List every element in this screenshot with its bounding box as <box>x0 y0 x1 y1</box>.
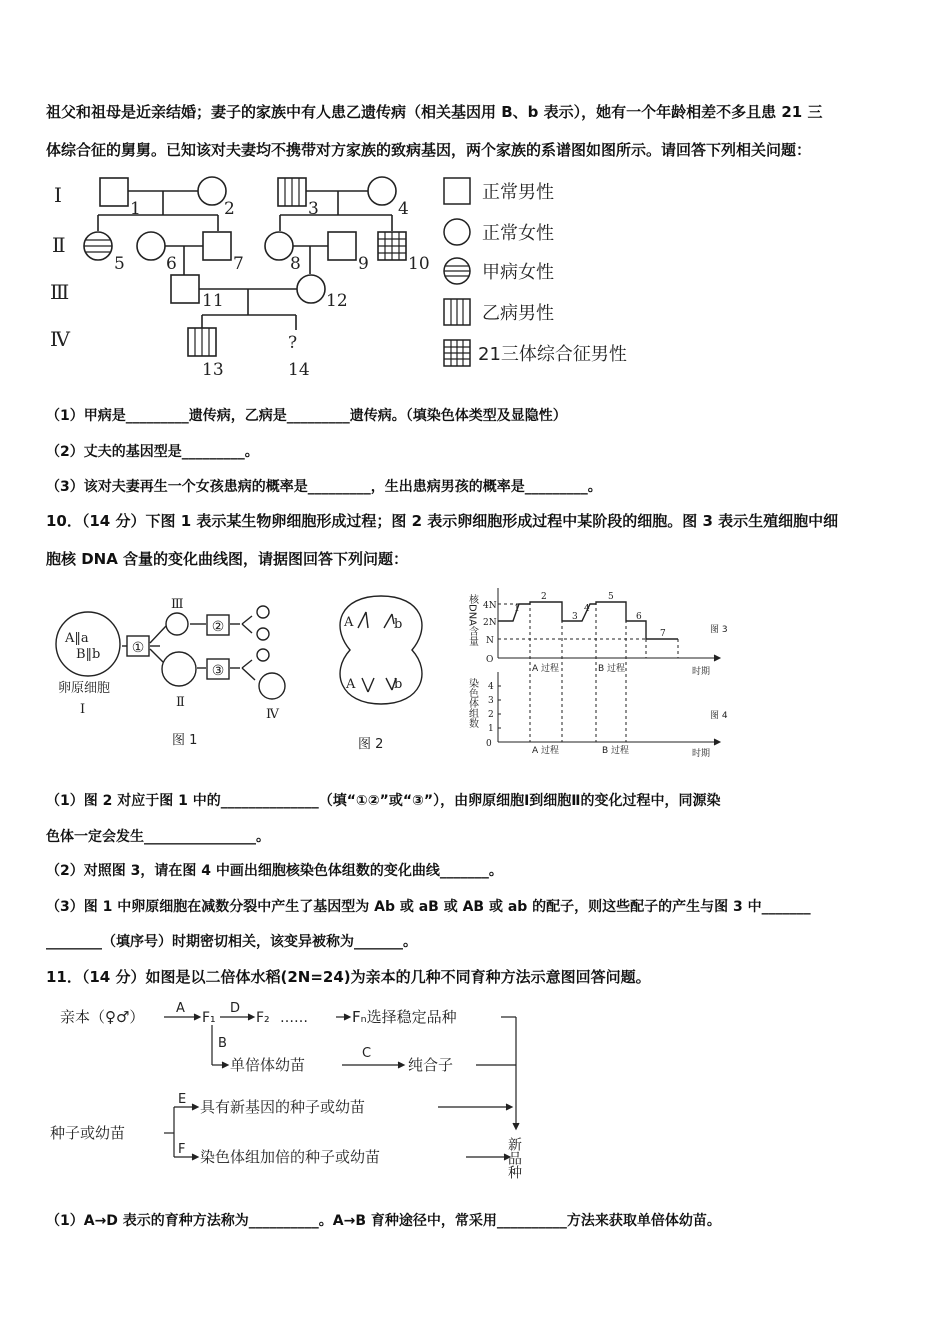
gene-label: B‖b <box>76 647 101 662</box>
cell-label: Ⅳ <box>266 707 279 722</box>
flow-parent: 亲本（♀♂） <box>60 1008 145 1026</box>
step-number: ② <box>211 619 225 635</box>
q9-question-1: （1）甲病是_________遗传病，乙病是_________遗传病。（填染色体类型及显隐性） <box>46 408 567 424</box>
y-tick: 4N <box>483 601 497 611</box>
x-axis-label: 时期 <box>692 749 711 759</box>
y-tick: O <box>486 655 494 665</box>
generation-label: Ⅳ <box>50 327 70 351</box>
flow-dots: …… <box>280 1010 308 1026</box>
y-tick: 2 <box>488 710 494 720</box>
figure-1 <box>50 588 300 758</box>
individual-number: 5 <box>114 254 125 274</box>
figure-caption: 图 3 <box>710 625 728 635</box>
stage-label: 7 <box>660 629 666 639</box>
flow-step-label: E <box>178 1092 187 1107</box>
individual-number: 4 <box>398 199 409 219</box>
flow-new-variety: 新品种 <box>506 1137 522 1179</box>
y-axis-label: 染色体组数 <box>466 678 478 728</box>
flow-haploid: 单倍体幼苗 <box>230 1056 306 1074</box>
pedigree-chart <box>40 170 660 385</box>
flow-fn: Fₙ选择稳定品种 <box>352 1008 457 1026</box>
figure-3-4 <box>466 582 766 760</box>
gene-label: b <box>394 617 403 632</box>
generation-label: Ⅲ <box>50 280 70 304</box>
phase-label: A 过程 <box>532 664 560 674</box>
individual-number: 11 <box>202 291 224 311</box>
q10-question-3a: （3）图 1 中卵原细胞在减数分裂中产生了基因型为 Ab 或 aB 或 AB 或 ab 的配子，则这些配子的产生与图 3 中_______ <box>46 899 811 915</box>
gene-label: A <box>346 677 356 692</box>
gene-label: A‖a <box>65 631 89 646</box>
flow-f2: F₂ <box>256 1010 270 1026</box>
y-tick: 3 <box>488 696 494 706</box>
figure-caption: 图 1 <box>172 733 198 748</box>
step-number: ③ <box>211 663 225 679</box>
legend-label: 甲病女性 <box>482 262 554 283</box>
flow-pure: 纯合子 <box>408 1056 454 1074</box>
y-tick: N <box>486 636 494 646</box>
individual-number: 7 <box>233 254 244 274</box>
q9-question-3: （3）该对夫妻再生一个女孩患病的概率是_________，生出患病男孩的概率是_________。 <box>46 479 602 495</box>
figure-caption: 图 2 <box>358 737 384 752</box>
figure-2 <box>328 592 438 757</box>
individual-number: 3 <box>308 199 319 219</box>
stage-label: 3 <box>572 612 578 622</box>
individual-number: 2 <box>224 199 235 219</box>
y-tick: 4 <box>488 682 494 692</box>
legend-label: 乙病男性 <box>482 303 554 324</box>
stage-label: 2 <box>541 592 547 602</box>
q10-question-1a: （1）图 2 对应于图 1 中的______________（填“①②”或“③”），由卵原细胞Ⅰ到细胞Ⅱ的变化过程中，同源染 <box>46 793 721 809</box>
flow-newgene: 具有新基因的种子或幼苗 <box>200 1098 366 1116</box>
legend-label: 正常女性 <box>482 223 554 244</box>
q10-intro-1: 10．（14 分）下图 1 表示某生物卵细胞形成过程；图 2 表示卵细胞形成过程中某阶段的细胞。图 3 表示生殖细胞中细 <box>46 512 839 530</box>
figure-caption: 图 4 <box>710 711 728 721</box>
flow-step-label: C <box>362 1046 372 1061</box>
individual-number: 12 <box>326 291 348 311</box>
individual-number: 14 <box>288 360 310 380</box>
cell-name: 卵原细胞 <box>58 681 111 696</box>
flow-doubled: 染色体组加倍的种子或幼苗 <box>200 1148 381 1166</box>
individual-number: 9 <box>358 254 369 274</box>
gene-label: b <box>394 677 403 692</box>
y-axis-label: 核DNA含量 <box>466 594 478 647</box>
stage-label: 4 <box>584 604 590 614</box>
q11-question-1: （1）A→D 表示的育种方法称为__________。A→B 育种途径中，常采用__________方法来获取单倍体幼苗。 <box>46 1213 721 1229</box>
cell-label: Ⅱ <box>176 695 185 710</box>
cell-label: Ⅲ <box>171 597 184 612</box>
legend-label: 正常男性 <box>482 182 554 203</box>
q10-question-1b: 色体一定会发生________________。 <box>46 829 270 845</box>
stage-label: 6 <box>636 612 642 622</box>
legend-label: 21三体综合征男性 <box>478 344 627 365</box>
y-tick: 2N <box>483 618 497 628</box>
generation-label: Ⅰ <box>54 183 62 207</box>
stage-label: 5 <box>608 592 614 602</box>
flow-step-label: F <box>178 1142 186 1157</box>
q10-intro-2: 胞核 DNA 含量的变化曲线图，请据图回答下列问题： <box>46 550 409 568</box>
breeding-flowchart <box>46 995 546 1180</box>
flow-seed: 种子或幼苗 <box>50 1124 126 1142</box>
y-tick: 0 <box>486 739 492 749</box>
step-number: ① <box>131 640 145 656</box>
individual-number: 1 <box>130 199 141 219</box>
individual-number: 13 <box>202 360 224 380</box>
gene-label: A <box>344 615 354 630</box>
q10-question-2: （2）对照图 3，请在图 4 中画出细胞核染色体组数的变化曲线_______。 <box>46 863 503 879</box>
x-axis-label: 时期 <box>692 667 711 677</box>
flow-step-label: B <box>218 1036 227 1051</box>
q10-question-3b: ________（填序号）时期密切相关，该变异被称为_______。 <box>46 934 417 950</box>
cell-label: Ⅰ <box>80 702 86 717</box>
phase-label: B 过程 <box>602 746 630 756</box>
phase-label: B 过程 <box>598 664 626 674</box>
intro-line-1: 祖父和祖母是近亲结婚；妻子的家族中有人患乙遗传病（相关基因用 B、b 表示），她有一个年龄相差不多且患 21 三 <box>46 103 823 121</box>
unknown-mark: ? <box>288 333 298 353</box>
q9-question-2: （2）丈夫的基因型是_________。 <box>46 444 259 460</box>
stage-label: 1 <box>514 604 520 614</box>
individual-number: 6 <box>166 254 177 274</box>
q11-intro: 11．（14 分）如图是以二倍体水稻(2N=24)为亲本的几种不同育种方法示意图回答问题。 <box>46 968 651 986</box>
individual-number: 8 <box>290 254 301 274</box>
flow-f1: F₁ <box>202 1010 216 1026</box>
individual-number: 10 <box>408 254 430 274</box>
y-tick: 1 <box>488 724 494 734</box>
flow-step-label: D <box>230 1001 241 1016</box>
intro-line-2: 体综合征的舅舅。已知该对夫妻均不携带对方家族的致病基因，两个家族的系谱图如图所示。请回答下列相关问题： <box>46 141 812 159</box>
flow-step-label: A <box>176 1001 185 1016</box>
generation-label: Ⅱ <box>52 233 66 257</box>
phase-label: A 过程 <box>532 746 560 756</box>
